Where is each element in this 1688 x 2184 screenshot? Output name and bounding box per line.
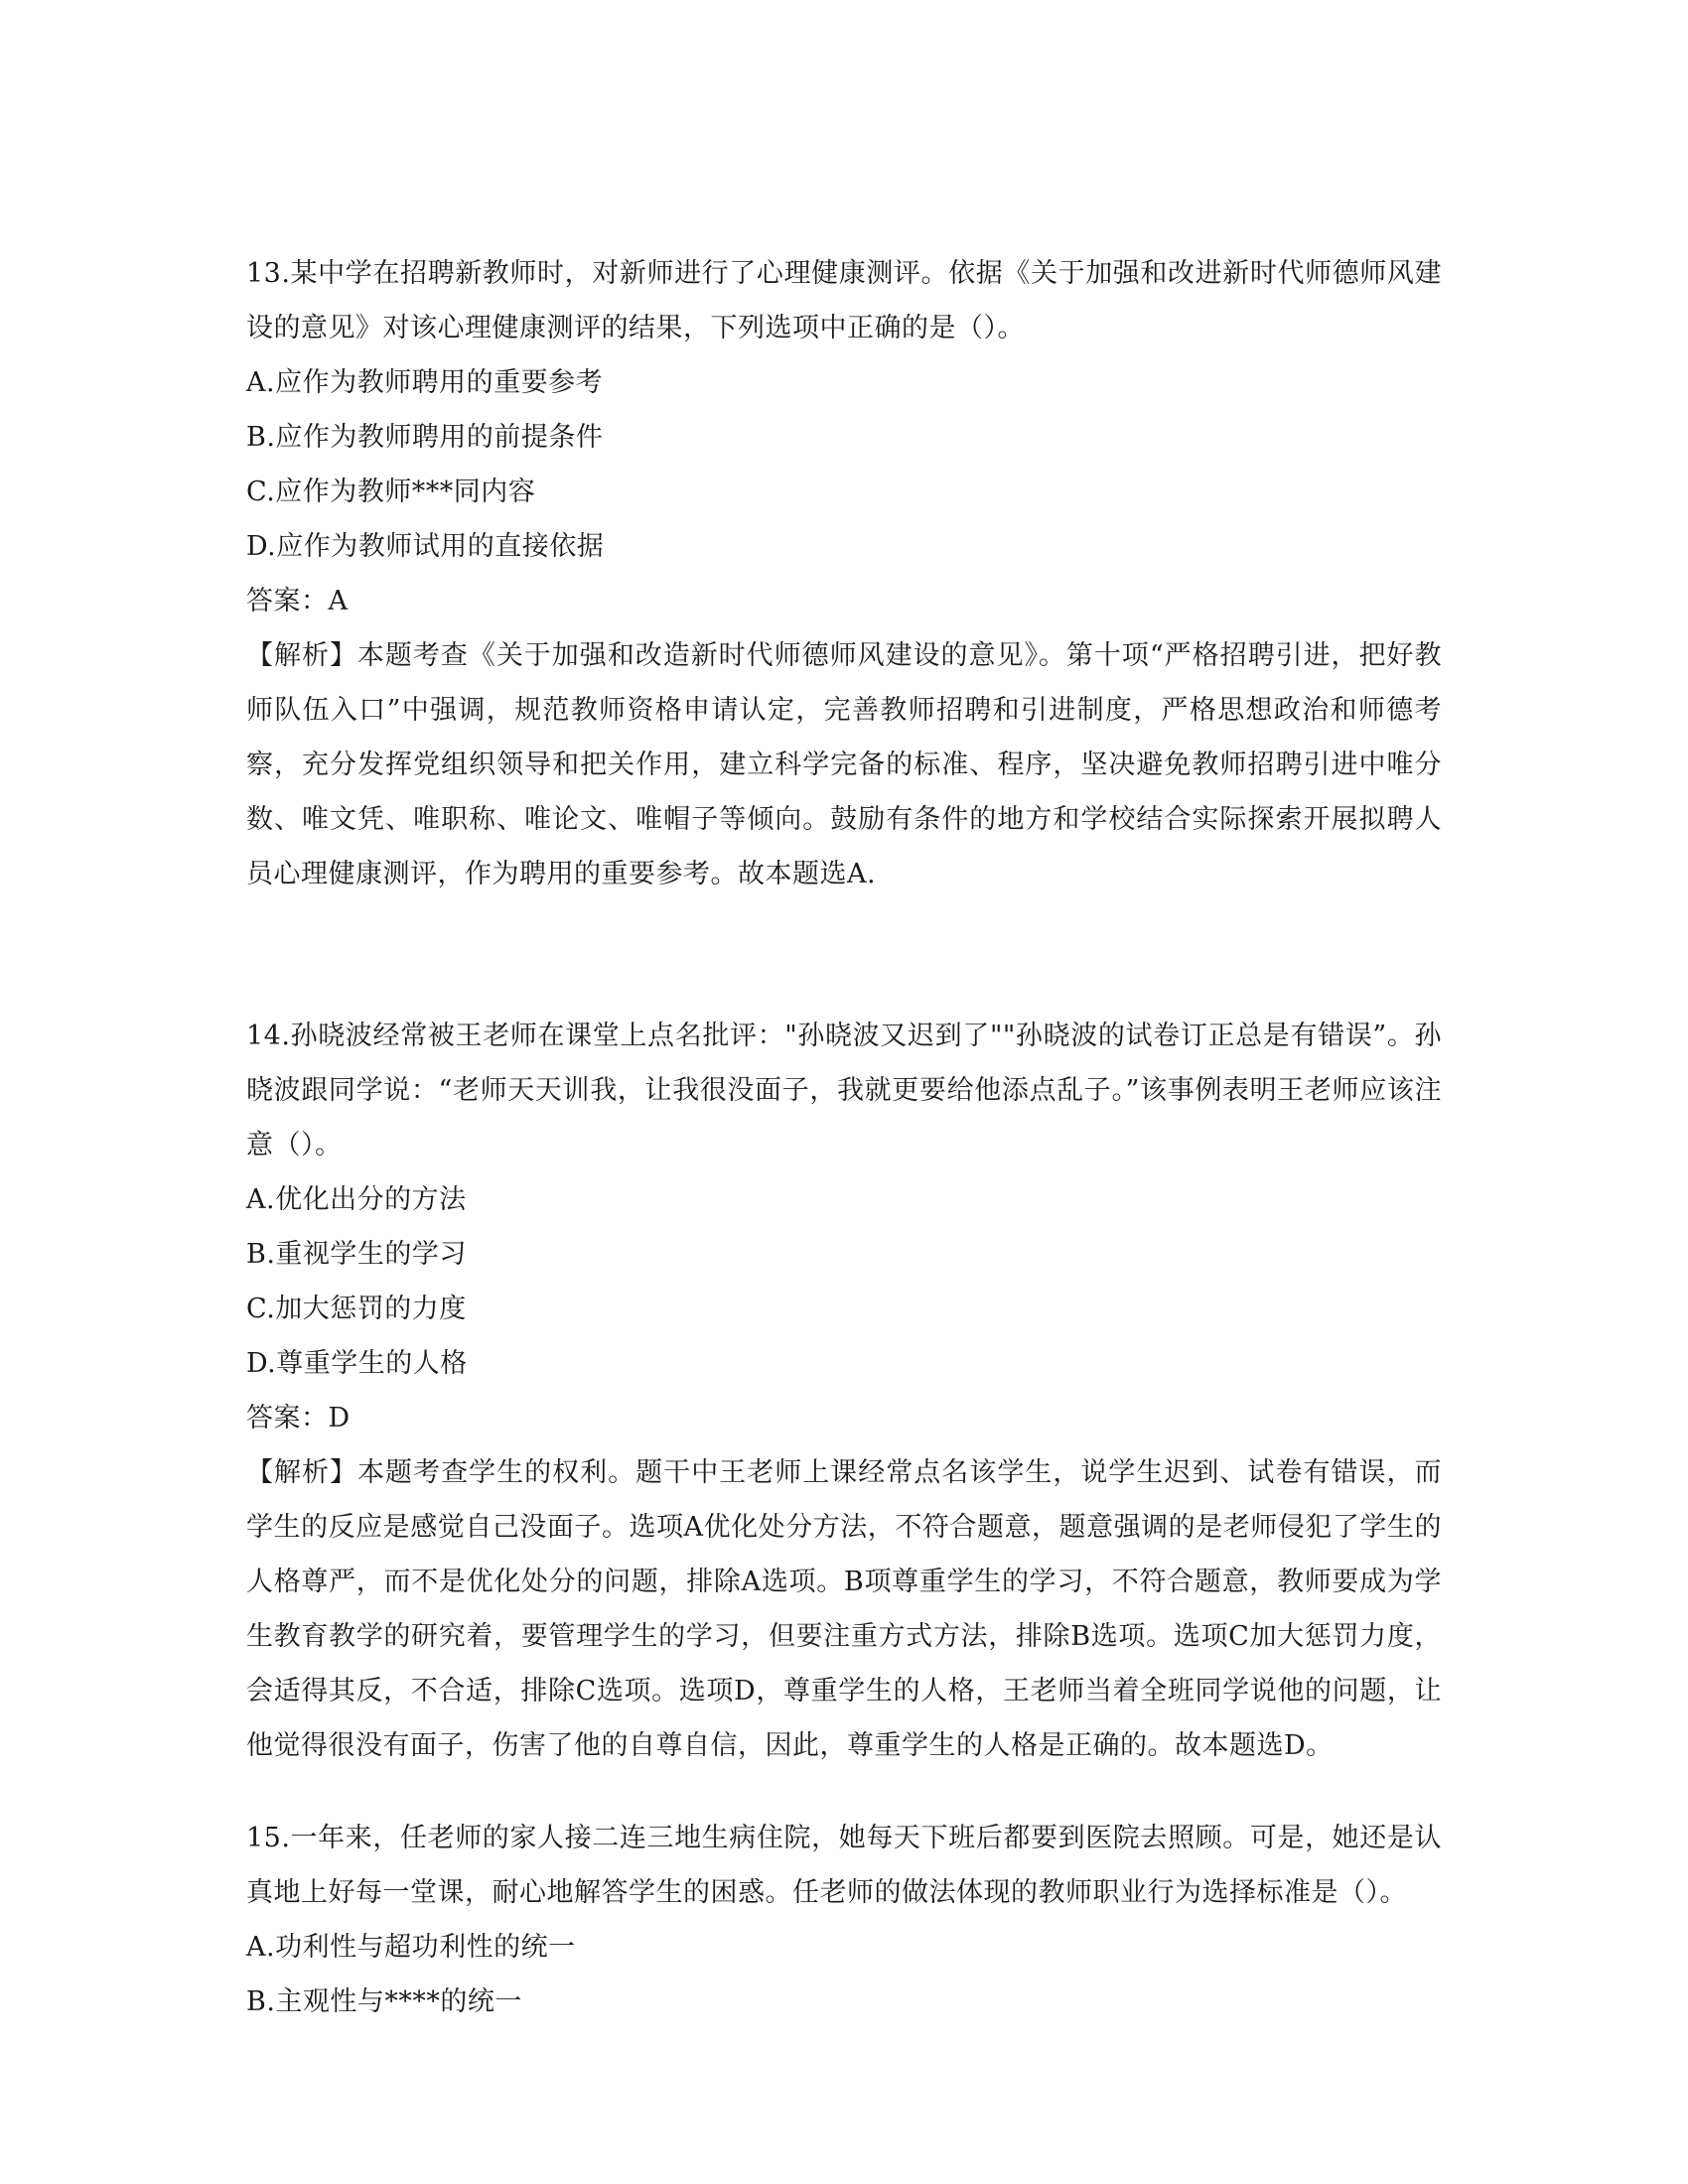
option-d: D.应作为教师试用的直接依据	[246, 531, 605, 562]
option-c: C.应作为教师***同内容	[246, 477, 536, 507]
question-stem: 13.某中学在招聘新教师时，对新师进行了心理健康测评。依据《关于加强和改进新时代师德师风建设的意见》对该心理健康测评的结果，下列选项中正确的是（）。	[246, 258, 1442, 343]
option-b: B.主观性与****的统一	[246, 1986, 522, 2017]
option-b: B.应作为教师聘用的前提条件	[246, 422, 604, 453]
answer: 答案：A	[246, 586, 349, 616]
answer: 答案：D	[246, 1403, 351, 1433]
document-page	[246, 246, 1442, 2029]
option-b: B.重视学生的学习	[246, 1239, 467, 1270]
question-15	[246, 1811, 1442, 2029]
question-14	[246, 1009, 1442, 1773]
option-a: A.应作为教师聘用的重要参考	[246, 367, 604, 398]
question-13	[246, 246, 1442, 901]
option-a: A.优化出分的方法	[246, 1184, 467, 1215]
option-d: D.尊重学生的人格	[246, 1348, 468, 1379]
option-c: C.加大惩罚的力度	[246, 1294, 467, 1324]
option-a: A.功利性与超功利性的统一	[246, 1932, 576, 1963]
analysis: 【解析】本题考查《关于加强和改造新时代师德师风建设的意见》。第十项“严格招聘引进，把好教师队伍入口”中强调，规范教师资格申请认定，完善教师招聘和引进制度，严格思想政治和师德考察，充分发挥党组织领导和把关作用，建立科学完备的标准、程序，坚决避免教师招聘引进中唯分数、唯文凭、唯职称、唯论文、唯帽子等倾向。鼓励有条件的地方和学校结合实际探索开展拟聘人员心理健康测评，作为聘用的重要参考。故本题选A.	[246, 640, 1442, 889]
question-stem: 14.孙晓波经常被王老师在课堂上点名批评："孙晓波又迟到了""孙晓波的试卷订正总是有错误”。孙晓波跟同学说：“老师天天训我，让我很没面子，我就更要给他添点乱子。”该事例表明王老师应该注意（）。	[246, 1021, 1442, 1160]
analysis: 【解析】本题考查学生的权利。题干中王老师上课经常点名该学生，说学生迟到、试卷有错误，而学生的反应是感觉自己没面子。选项A优化处分方法，不符合题意，题意强调的是老师侵犯了学生的人格尊严，而不是优化处分的问题，排除A选项。B项尊重学生的学习，不符合题意，教师要成为学生教育教学的研究着，要管理学生的学习，但要注重方式方法，排除B选项。选项C加大惩罚力度，会适得其反，不合适，排除C选项。选项D，尊重学生的人格，王老师当着全班同学说他的问题，让他觉得很没有面子，伤害了他的自尊自信，因此，尊重学生的人格是正确的。故本题选D。	[246, 1457, 1442, 1761]
question-stem: 15.一年来，任老师的家人接二连三地生病住院，她每天下班后都要到医院去照顾。可是，她还是认真地上好每一堂课，耐心地解答学生的困惑。任老师的做法体现的教师职业行为选择标准是（）。	[246, 1823, 1442, 1908]
